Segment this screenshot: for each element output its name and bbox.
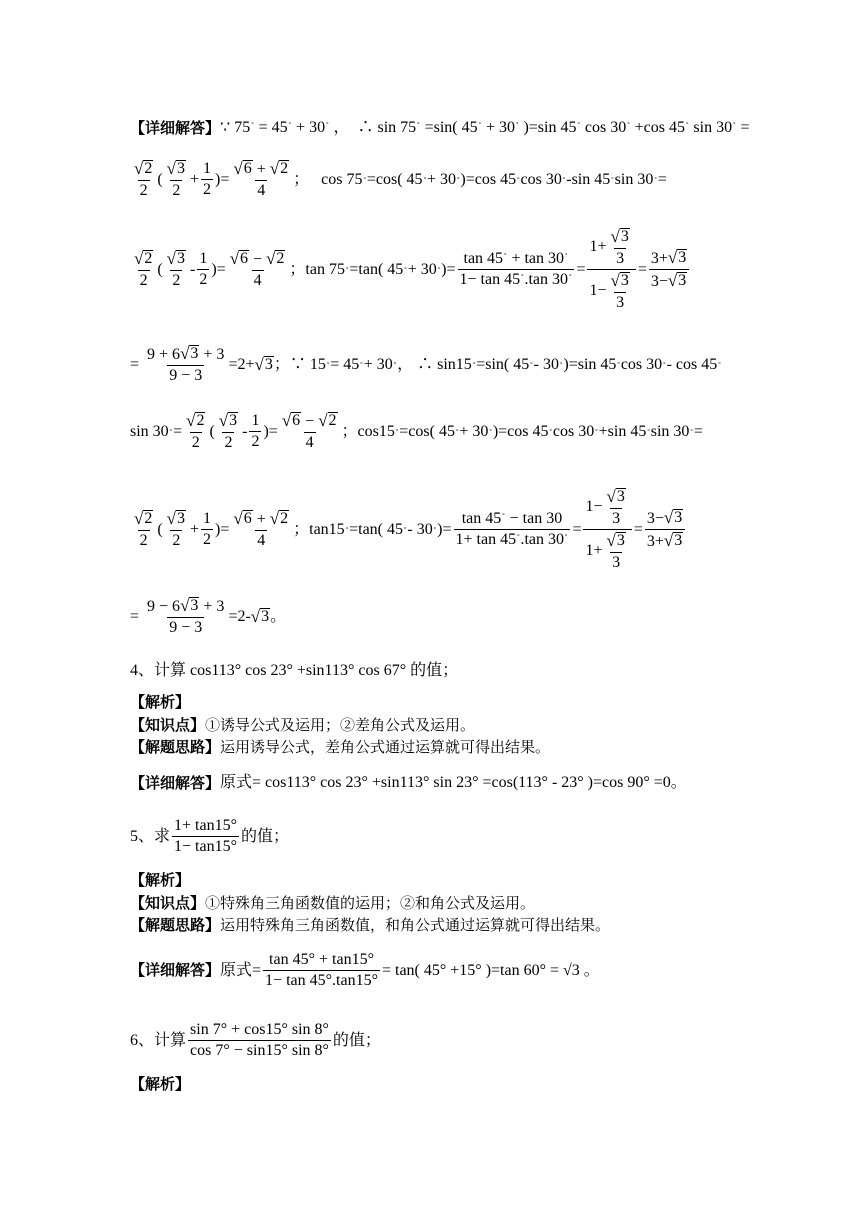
q4-prompt: 4、计算 cos113° cos 23° +sin113° cos 67° 的值； xyxy=(130,662,459,679)
q6-prompt-pre: 6、计算 xyxy=(130,1031,187,1049)
q5-prompt-pre: 5、求 xyxy=(130,827,171,845)
knowledge-label: 【知识点】 xyxy=(130,894,206,912)
q5-knowledge-text: ①特殊角三角函数值的运用；②和角公式及运用。 xyxy=(205,894,536,912)
q5-prompt xyxy=(130,818,289,855)
approach-label: 【解题思路】 xyxy=(130,738,221,756)
detail-label: 【详细解答】 xyxy=(130,773,221,792)
math-line-4: = 9 + 6 √ 3 + 3 9 − 3 =2+ √ 3 ；∵ 15 ° = 45 ° + 30 ° ， ∴ sin15 ° =sin( 45 ° - 30 ° )=sin 45 ° cos 30 ° - cos 45 ° xyxy=(130,344,721,384)
knowledge-label: 【知识点】 xyxy=(130,716,206,734)
detail-line-1 xyxy=(130,120,750,136)
q5-detail xyxy=(130,952,600,989)
q5-knowledge xyxy=(130,896,535,911)
math-line-3: √ 2 2 ( √ 3 2 - $\frac{1}{2}$ )= √ 6 − √ 2 4 ；tan 75 ° =tan( 45 ° + 30 ° )= $\frac{\tan 45^\circ + \tan 30^\circ}{1- \tan 45^\circ.\tan 30^\circ}$ = 1+ √ 3 3 1− √ 3 3 = 3+ √ 3 3− √ 3 xyxy=(130,228,691,311)
q4-detail-text: 原式= cos113° cos 23° +sin113° sin 23° =cos(113° - 23° )=cos 90° =0。 xyxy=(220,774,687,791)
math-line-2: √ 2 2 ( √ 3 2 + $\frac{1}{2}$ )= √ 6 + √ 2 4 ； cos 75 ° =cos( 45 ° + 30 ° )=cos 45 ° cos 30 ° -sin 45 ° sin 30 ° = xyxy=(134,159,667,199)
q5-detail-post: = tan( 45° +15° )=tan 60° = √3 。 xyxy=(381,961,600,979)
q6-prompt-post: 的值； xyxy=(332,1031,381,1049)
q6-prompt xyxy=(130,1022,381,1059)
q5-approach-text: 运用特殊角三角函数值，和角公式通过运算就可得出结果。 xyxy=(220,916,611,934)
math-line-7: = 9 − 6 √ 3 + 3 9 − 3 =2- √ 3 。 xyxy=(130,596,287,636)
q6-fraction: $\frac{\sin 7^\circ + \cos 15^\circ \sin 8^\circ}{\cos 7^\circ - \sin 15^\circ \sin 8^\circ}$ xyxy=(190,1021,329,1059)
q5-prompt-post: 的值； xyxy=(240,827,289,845)
q4-detail xyxy=(130,775,687,791)
math-line-5: sin 30 ° = √ 2 2 ( √ 3 2 - $\frac{1}{2}$ )= √ 6 − √ 2 4 ；cos15 ° =cos( 45 ° + 30 ° )=cos 45 ° cos 30 ° +sin 45 ° sin 30 ° = xyxy=(130,411,703,451)
q4-knowledge xyxy=(130,718,475,733)
q5-detail-fraction: $\frac{\tan 45^\circ + \tan 15^\circ}{1- \tan 45^\circ.\tan 15^\circ}$ xyxy=(265,951,378,989)
q5-approach xyxy=(130,918,610,933)
q4-approach xyxy=(130,740,550,755)
detail-label: 【详细解答】 xyxy=(130,118,221,137)
q4-analysis-label: 【解析】 xyxy=(130,693,191,711)
approach-label: 【解题思路】 xyxy=(130,916,221,934)
q5-detail-pre: 原式= xyxy=(220,961,262,979)
math-line-1: ∵ 75° = 45° + 30° ， ∴ sin 75° =sin( 45° + 30° )=sin 45° cos 30° +cos 45° sin 30° = xyxy=(220,119,750,136)
q6-analysis-label: 【解析】 xyxy=(130,1075,191,1093)
math-line-6: √ 2 2 ( √ 3 2 + $\frac{1}{2}$ )= √ 6 + √ 2 4 ；tan15 ° =tan( 45 ° - 30 ° )= $\frac{\tan 45^\circ - \tan 30}{1+ \tan 45^\circ.\tan 30^\circ}$ = 1− √ 3 3 1+ √ 3 3 = 3− √ 3 3+ √ 3 xyxy=(130,488,687,571)
q4-knowledge-text: ①诱导公式及运用；②差角公式及运用。 xyxy=(205,716,476,734)
detail-label: 【详细解答】 xyxy=(130,961,221,979)
q5-analysis-label: 【解析】 xyxy=(130,871,191,889)
q4-approach-text: 运用诱导公式，差角公式通过运算就可得出结果。 xyxy=(220,738,551,756)
q5-fraction: $\frac{1+ \tan 15^\circ}{1- \tan 15^\circ}$ xyxy=(174,817,237,855)
